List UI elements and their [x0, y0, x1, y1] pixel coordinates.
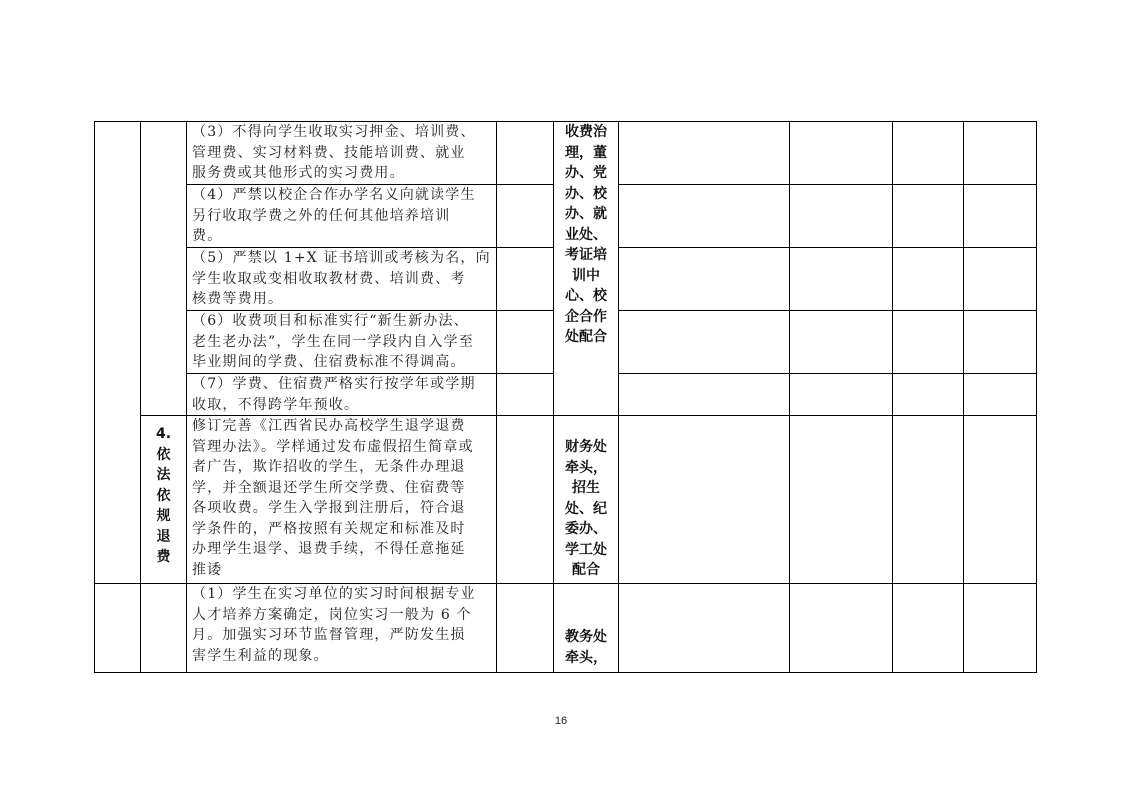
table-cell-content: （1）学生在实习单位的实习时间根据专业 人才培养方案确定，岗位实习一般为 6 个 月。加强实习环节监督管理，严防发生损 害学生利益的现象。 — [192, 586, 476, 664]
table-cell-content: （5）严禁以 1+X 证书培训或考核为名，向 学生收取或变相收取教材费、培训费、考 核费等费用。 — [192, 250, 491, 307]
row-divider — [618, 310, 1037, 311]
table-cell-content: 修订完善《江西省民办高校学生退学退费 管理办法》。学样通过发布虚假招生简章或 者广告，欺诈招收的学生，无条件办理退 学，并全额退还学生所交学费、住宿费等 各项收费。学生入学报到注册后，符合退 学条件的，严格按照有关规定和标准及时 办理学生退学、退费手续，不得任意拖延 推诿 — [192, 418, 474, 578]
row-divider — [618, 373, 1037, 374]
responsible-departments: 收费治 理，董 办、党 办、校 办、就 业处、 考证培 训中 心、校 企合作 处配合 — [565, 124, 607, 345]
page-number: 16 — [554, 715, 568, 727]
column-divider — [892, 121, 893, 673]
row-divider — [618, 184, 1037, 185]
column-divider — [496, 121, 497, 673]
table-cell-content: （6）收费项目和标准实行“新生新办法、 老生老办法”，学生在同一学段内自入学至 毕业期间的学费、住宿费标准不得调高。 — [192, 313, 474, 370]
row-divider — [618, 247, 1037, 248]
column-divider — [789, 121, 790, 673]
table-cell-content: （4）严禁以校企合作办学名义向就读学生 另行收取学费之外的任何其他培养培训 费。 — [192, 187, 476, 244]
responsible-departments: 财务处 牵头， 招生 处、纪 委办、 学工处 配合 — [565, 439, 607, 578]
table-cell-content: （7）学费、住宿费严格实行按学年或学期 收取，不得跨学年预收。 — [192, 376, 476, 413]
responsible-departments: 教务处 牵头， — [565, 629, 607, 666]
table-right-border — [1036, 121, 1037, 673]
column-divider — [94, 121, 95, 673]
column-divider — [963, 121, 964, 673]
column-divider — [140, 121, 141, 673]
column-divider — [186, 121, 187, 673]
item-label: 4. 依 法 依 规 退 费 — [155, 426, 172, 565]
table-cell-content: （3）不得向学生收取实习押金、培训费、 管理费、实习材料费、技能培训费、就业 服务费或其他形式的实习费用。 — [192, 124, 476, 181]
table-bottom-border — [94, 672, 1037, 673]
column-divider — [618, 121, 619, 673]
